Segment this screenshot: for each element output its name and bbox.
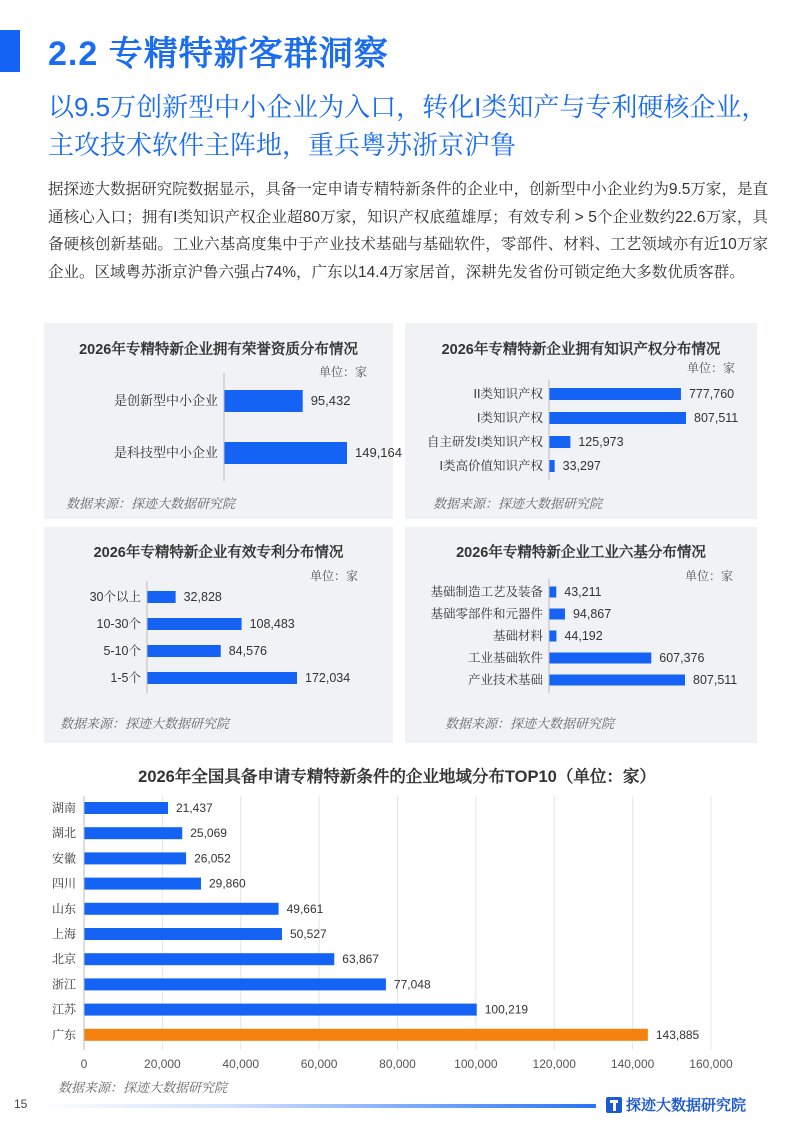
value-label: 63,867 <box>342 952 379 967</box>
value-label: 95,432 <box>310 393 351 408</box>
bar <box>84 953 334 965</box>
bar <box>549 653 651 664</box>
page-number: 15 <box>14 1097 28 1111</box>
category-label: 1-5个 <box>110 671 141 685</box>
bar <box>147 645 221 657</box>
category-label: 湖北 <box>51 826 76 841</box>
value-label: 26,052 <box>194 851 231 866</box>
bar <box>549 388 681 400</box>
category-label: 山东 <box>51 901 76 916</box>
ip-chart-unit: 单位：家 <box>687 361 736 375</box>
brand-name: 探迹大数据研究院 <box>626 1097 747 1114</box>
category-label: 基础材料 <box>492 629 543 643</box>
brand-icon <box>606 1097 622 1113</box>
ip-chart-source: 数据来源：探迹大数据研究院 <box>433 496 603 511</box>
bar <box>549 412 686 424</box>
bar <box>549 587 556 598</box>
industry-chart-source: 数据来源：探迹大数据研究院 <box>445 716 615 731</box>
industry-chart-unit: 单位：家 <box>685 569 734 583</box>
x-tick-label: 120,000 <box>532 1057 576 1071</box>
value-label: 77,048 <box>393 977 431 992</box>
category-label: 广东 <box>51 1027 76 1042</box>
value-label: 50,527 <box>290 927 327 941</box>
value-label: 807,511 <box>694 411 739 425</box>
value-label: 25,069 <box>190 826 227 841</box>
industry-chart-title: 2026年专精特新企业工业六基分布情况 <box>456 545 706 561</box>
value-label: 33,297 <box>562 459 601 473</box>
title-accent-bar <box>0 30 20 72</box>
ip-chart-svg <box>405 379 757 489</box>
region-chart-svg <box>0 788 794 1078</box>
value-label: 777,760 <box>688 387 735 401</box>
page-subtitle: 以9.5万创新型中小企业为入口，转化I类知产与专利硬核企业，主攻技术软件主阵地，重兵粤苏浙京沪鲁 <box>48 92 768 160</box>
x-tick-label: 80,000 <box>379 1057 416 1071</box>
bar <box>84 978 386 990</box>
category-label: 5-10个 <box>103 644 141 658</box>
x-tick-label: 140,000 <box>610 1057 655 1071</box>
honor-chart-title: 2026年专精特新企业拥有荣誉资质分布情况 <box>79 342 358 358</box>
bar <box>84 903 279 915</box>
category-label: I类知识产权 <box>477 411 543 425</box>
patent-chart-source: 数据来源：探迹大数据研究院 <box>60 716 230 731</box>
region-chart-title: 2026年全国具备申请专精特新条件的企业地域分布TOP10（单位：家） <box>138 768 656 786</box>
bar <box>549 609 565 620</box>
value-label: 108,483 <box>249 617 295 631</box>
category-label: 北京 <box>51 952 76 967</box>
x-tick-label: 60,000 <box>300 1057 338 1071</box>
patent-chart-svg <box>44 583 393 703</box>
category-label: 是创新型中小企业 <box>113 393 218 408</box>
bar <box>549 631 556 642</box>
value-label: 32,828 <box>183 590 222 604</box>
bar <box>84 802 168 814</box>
value-label: 29,860 <box>209 876 246 891</box>
bar <box>549 460 555 472</box>
value-label: 44,192 <box>564 629 603 643</box>
footer-divider <box>36 1104 596 1108</box>
value-label: 807,511 <box>693 673 738 687</box>
value-label: 21,437 <box>176 801 213 815</box>
value-label: 100,219 <box>484 1002 529 1017</box>
category-label: 30个以上 <box>89 590 141 604</box>
x-tick-label: 160,000 <box>689 1057 733 1071</box>
bar <box>84 827 182 839</box>
category-label: 自主研发I类知识产权 <box>427 435 543 449</box>
intro-paragraph: 据探迹大数据研究院数据显示，具备一定申请专精特新条件的企业中，创新型中小企业约为9.5万家，是直通核心入口；拥有I类知识产权企业超80万家，知识产权底蕴雄厚；有效专利 > 5个企业数约22.6万家，具备硬核创新基础。工业六基高度集中于产业技术基础与基础软件，零部件、材料、工艺领域亦有近10万家企业。区域粤苏浙京沪鲁六强占74%，广东以14.4万家居首，深耕先发省份可锁定绝大多数优质客群。 <box>48 181 768 281</box>
value-label: 172,034 <box>305 671 351 685</box>
ip-chart-panel <box>405 323 757 519</box>
patent-chart-panel <box>44 527 393 743</box>
value-label: 125,973 <box>578 435 624 449</box>
industry-chart-svg <box>405 583 757 709</box>
bar <box>84 852 186 864</box>
category-label: 湖南 <box>51 801 76 815</box>
bar <box>147 672 297 684</box>
bar <box>224 442 347 464</box>
bar <box>147 618 242 630</box>
industry-chart-panel <box>405 527 757 743</box>
x-tick-label: 40,000 <box>222 1057 260 1071</box>
x-tick-label: 0 <box>80 1057 88 1071</box>
value-label: 49,661 <box>286 901 324 916</box>
honor-chart-unit: 单位：家 <box>319 365 368 379</box>
bar <box>84 1029 648 1041</box>
value-label: 143,885 <box>655 1027 700 1042</box>
value-label: 149,164 <box>355 445 402 460</box>
category-label: 产业技术基础 <box>467 673 543 687</box>
category-label: II类知识产权 <box>473 387 543 401</box>
category-label: 基础零部件和元器件 <box>430 607 543 621</box>
honor-chart-source: 数据来源：探迹大数据研究院 <box>66 496 236 511</box>
value-label: 607,376 <box>659 651 705 665</box>
value-label: 94,867 <box>572 607 612 621</box>
bar <box>224 390 303 412</box>
value-label: 43,211 <box>564 585 602 599</box>
patent-chart-title: 2026年专精特新企业有效专利分布情况 <box>93 545 344 561</box>
category-label: 四川 <box>51 876 76 891</box>
patent-chart-unit: 单位：家 <box>310 569 359 583</box>
category-label: 工业基础软件 <box>467 651 543 665</box>
region-chart-source: 数据来源：探迹大数据研究院 <box>58 1080 228 1095</box>
category-label: 安徽 <box>51 851 76 866</box>
bar <box>549 675 685 686</box>
brand-logo <box>606 1094 746 1115</box>
value-label: 84,576 <box>228 644 267 658</box>
category-label: I类高价值知识产权 <box>439 459 543 473</box>
honor-chart-svg <box>44 379 402 499</box>
category-label: 基础制造工艺及装备 <box>430 585 543 599</box>
page-title: 2.2 专精特新客群洞察 <box>48 35 389 73</box>
bar <box>84 878 201 890</box>
bar <box>147 591 176 603</box>
bar <box>84 928 282 940</box>
category-label: 10-30个 <box>96 617 141 631</box>
category-label: 江苏 <box>51 1002 76 1017</box>
x-tick-label: 100,000 <box>454 1057 498 1071</box>
bar <box>549 436 570 448</box>
honor-chart-panel <box>44 323 402 519</box>
bar <box>84 1004 477 1016</box>
x-tick-label: 20,000 <box>144 1057 181 1071</box>
category-label: 是科技型中小企业 <box>113 445 218 460</box>
ip-chart-title: 2026年专精特新企业拥有知识产权分布情况 <box>441 342 721 358</box>
category-label: 浙江 <box>51 977 76 992</box>
category-label: 上海 <box>51 927 76 941</box>
